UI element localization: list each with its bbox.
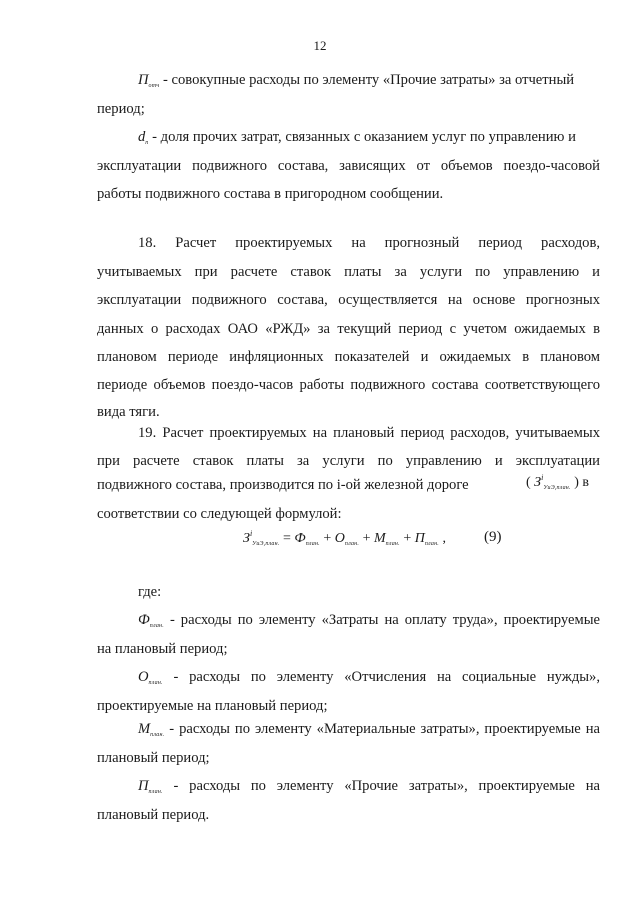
symbol: О xyxy=(138,669,149,685)
paragraph-18-line: 18. Расчет проектируемых на прогнозный период расходов, xyxy=(138,235,600,251)
definition-o-plan xyxy=(138,668,600,692)
definition-p-plan xyxy=(138,777,600,801)
paren-open: ( xyxy=(526,475,531,490)
symbol-subscript: план. xyxy=(148,680,163,686)
definition-text: - расходы по элементу «Затраты на оплату труда», проектируемые xyxy=(169,612,600,628)
definition-text: - расходы по элементу «Прочие затраты», проектируемые на xyxy=(173,778,600,794)
symbol: П xyxy=(138,778,149,794)
formula-equals: = xyxy=(279,531,295,546)
formula-plus: + xyxy=(359,531,374,546)
paragraph-18-line: периоде объемов поездо-часов работы подвижного состава соответствующего xyxy=(97,377,600,393)
page-number: 12 xyxy=(313,38,327,53)
formula-term-p: П xyxy=(414,531,425,546)
symbol-subscript: п xyxy=(145,140,149,146)
definition-continuation: плановый период. xyxy=(97,807,210,823)
definition-continuation: работы подвижного состава в пригородном сообщении. xyxy=(97,186,444,202)
formula-term-o: О xyxy=(334,531,345,546)
symbol-superscript: i xyxy=(541,473,544,482)
definition-text: - расходы по элементу «Отчисления на социальные нужды», xyxy=(173,669,600,685)
formula-plus: + xyxy=(399,531,415,546)
symbol-subscript: план. xyxy=(148,789,163,795)
paragraph-18-line: данных о расходах ОАО «РЖД» за текущий период с учетом ожидаемых в xyxy=(97,321,600,337)
symbol-subscript: УиЭ,план. xyxy=(543,485,571,491)
definition-continuation: эксплуатации подвижного состава, зависящих от объемов поездо-часовой xyxy=(97,158,600,174)
symbol: М xyxy=(138,721,151,737)
definition-text: - совокупные расходы по элементу «Прочие затраты» за отчетный xyxy=(163,72,575,88)
formula-term-f: Ф xyxy=(294,531,306,546)
symbol: Ф xyxy=(138,612,150,628)
formula-end: , xyxy=(439,531,447,546)
definition-text: - доля прочих затрат, связанных с оказанием услуг по управлению и xyxy=(152,129,576,145)
formula-lhs: З xyxy=(243,531,250,546)
formula-plus: + xyxy=(319,531,335,546)
formula-lhs-sub: УиЭ,план. xyxy=(252,541,280,547)
formula-term-m: М xyxy=(373,531,386,546)
definition-m-plan xyxy=(138,720,600,744)
definition-p-otch xyxy=(138,71,574,95)
paren-close: ) в xyxy=(574,475,589,490)
formula-term-sub: план. xyxy=(424,541,440,547)
paragraph-18-line: плановом периоде инфляционных показателей и ожидаемых в плановом xyxy=(97,349,600,365)
paragraph-18-line: эксплуатации подвижного состава, осуществляется на основе прогнозных xyxy=(97,292,600,308)
formula-number: (9) xyxy=(484,529,502,545)
definition-continuation: плановый период; xyxy=(97,750,210,766)
symbol-subscript: план. xyxy=(150,732,165,738)
symbol-subscript: отч xyxy=(148,83,160,89)
definition-continuation: на плановый период; xyxy=(97,641,228,657)
formula-term-sub: план. xyxy=(385,541,400,547)
inline-formula-symbol xyxy=(526,473,589,491)
formula-term-sub: план. xyxy=(344,541,360,547)
formula-9 xyxy=(243,529,446,547)
definition-text: - расходы по элементу «Материальные затраты», проектируемые на xyxy=(169,721,600,737)
where-label: где: xyxy=(138,584,162,600)
symbol: З xyxy=(534,475,542,490)
definition-d-p xyxy=(138,128,576,152)
symbol-subscript: план. xyxy=(149,623,164,629)
definition-f-plan xyxy=(138,611,600,635)
paragraph-18-line: вида тяги. xyxy=(97,404,160,420)
paragraph-18-line: учитываемых при расчете ставок платы за услуги по управлению и xyxy=(97,264,600,280)
formula-term-sub: план. xyxy=(305,541,320,547)
definition-continuation: проектируемые на плановый период; xyxy=(97,698,328,714)
symbol: d xyxy=(138,129,146,145)
paragraph-19-line: 19. Расчет проектируемых на плановый период расходов, учитываемых xyxy=(138,425,600,441)
symbol: П xyxy=(138,72,149,88)
paragraph-19-line: подвижного состава, производится по i-ой железной дороге xyxy=(97,477,469,493)
definition-continuation: период; xyxy=(97,101,145,117)
paragraph-19-line: при расчете ставок платы за услуги по управлению и эксплуатации xyxy=(97,453,600,469)
paragraph-19-line: соответствии со следующей формулой: xyxy=(97,506,342,522)
formula-lhs-sup: i xyxy=(249,529,253,538)
